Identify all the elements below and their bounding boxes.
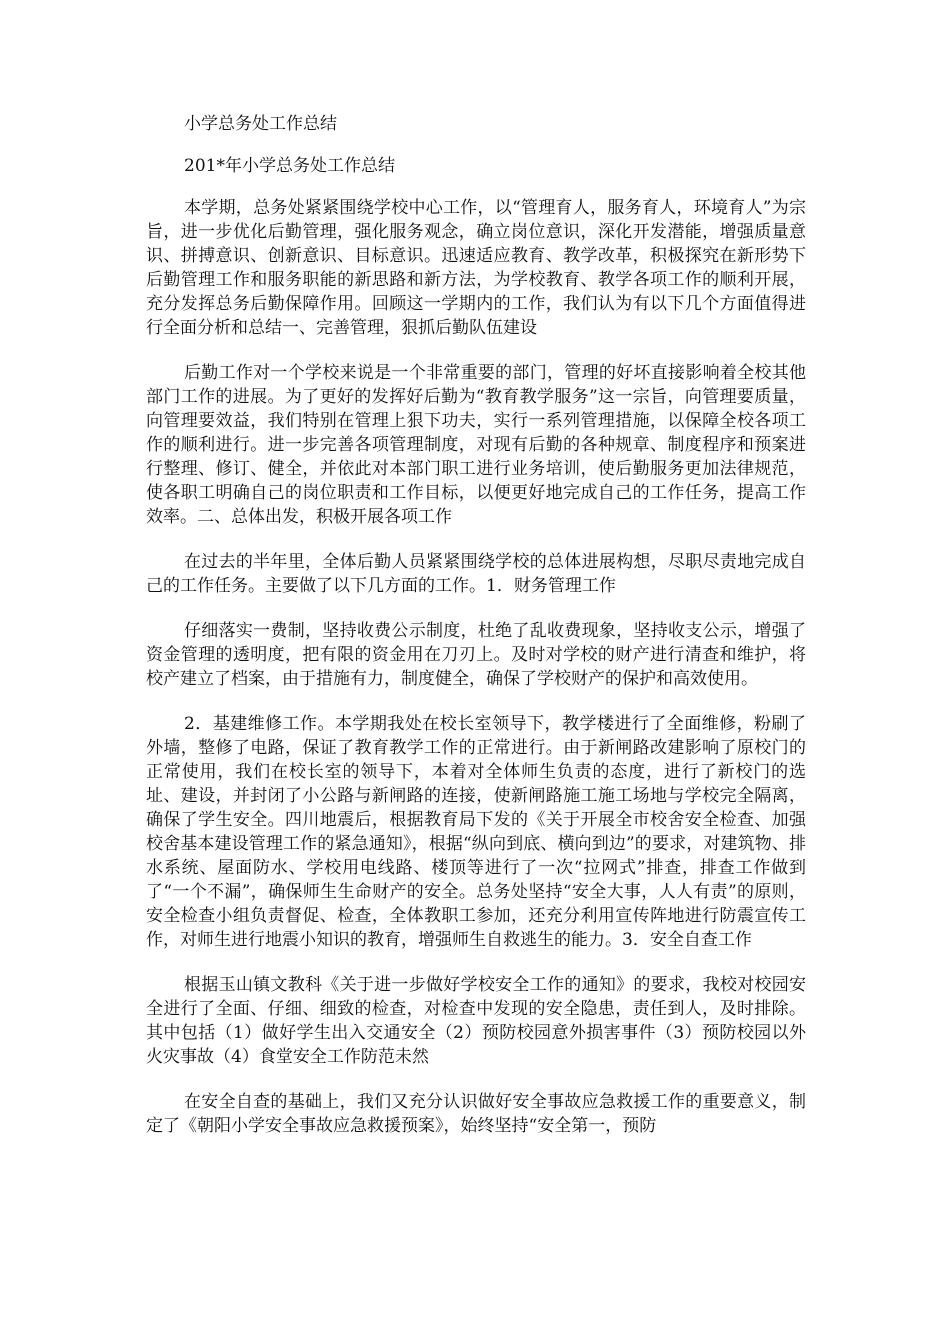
paragraph: 在安全自查的基础上，我们又充分认识做好安全事故应急救援工作的重要意义，制定了《朝阳小学安全事故应急救援预案》，始终坚持“安全第一，预防 (146, 1092, 806, 1136)
paragraph: 2．基建维修工作。本学期我处在校长室领导下，教学楼进行了全面维修，粉刷了外墙，整修了电路，保证了教育教学工作的正常进行。由于新闸路改建影响了原校门的正常使用，我们在校长室的领导下，本着对全体师生负责的态度，进行了新校门的选址、建设，并封闭了小公路与新闸路的连接，使新闸路施工施工场地与学校完全隔离，确保了学生安全。四川地震后，根据教育局下发的《关于开展全市校舍安全检查、加强校舍基本建设管理工作的紧急通知》，根据“纵向到底、横向到边”的要求，对建筑物、排水系统、屋面防水、学校用电线路、楼顶等进行了一次“拉网式”排查，排查工作做到了“一个不漏”，确保师生生命财产的安全。总务处坚持“安全大事，人人有责”的原则，安全检查小组负责督促、检查，全体教职工参加，还充分利用宣传阵地进行防震宣传工作，对师生进行地震小知识的教育，增强师生自救逃生的能力。3．安全自查工作 (146, 714, 806, 950)
document-body (146, 112, 806, 1159)
paragraph: 后勤工作对一个学校来说是一个非常重要的部门，管理的好坏直接影响着全校其他部门工作的进展。为了更好的发挥好后勤为“教育教学服务”这一宗旨，向管理要质量，向管理要效益，我们特别在管理上狠下功夫，实行一系列管理措施，以保障全校各项工作的顺利进行。进一步完善各项管理制度，对现有后勤的各种规章、制度程序和预案进行整理、修订、健全，并依此对本部门职工进行业务培训，使后勤服务更加法律规范，使各职工明确自己的岗位职责和工作目标，以便更好地完成自己的工作任务，提高工作效率。二、总体出发，积极开展各项工作 (146, 363, 806, 527)
document-title: 小学总务处工作总结 (184, 114, 337, 134)
paragraph: 仔细落实一费制，坚持收费公示制度，杜绝了乱收费现象，坚持收支公示，增强了资金管理的透明度，把有限的资金用在刀刃上。及时对学校的财产进行清查和维护，将校产建立了档案，由于措施有力，制度健全，确保了学校财产的保护和高效使用。 (146, 621, 806, 689)
paragraph: 根据玉山镇文教科《关于进一步做好学校安全工作的通知》的要求，我校对校园安全进行了全面、仔细、细致的检查，对检查中发现的安全隐患，责任到人，及时排除。其中包括（1）做好学生出入交通安全（2）预防校园意外损害事件（3）预防校园以外火灾事故（4）食堂安全工作防范未然 (146, 975, 806, 1067)
document-subtitle: 201*年小学总务处工作总结 (184, 156, 395, 176)
paragraph: 在过去的半年里，全体后勤人员紧紧围绕学校的总体进展构想，尽职尽责地完成自己的工作任务。主要做了以下几方面的工作。1．财务管理工作 (146, 552, 806, 596)
paragraph: 本学期，总务处紧紧围绕学校中心工作，以“管理育人，服务育人，环境育人”为宗旨，进一步优化后勤管理，强化服务观念，确立岗位意识，深化开发潜能，增强质量意识、拼搏意识、创新意识、目标意识。迅速适应教育、教学改革，积极探究在新形势下后勤管理工作和服务职能的新思路和新方法，为学校教育、教学各项工作的顺利开展，充分发挥总务后勤保障作用。回顾这一学期内的工作，我们认为有以下几个方面值得进行全面分析和总结一、完善管理，狠抓后勤队伍建设 (146, 198, 806, 338)
